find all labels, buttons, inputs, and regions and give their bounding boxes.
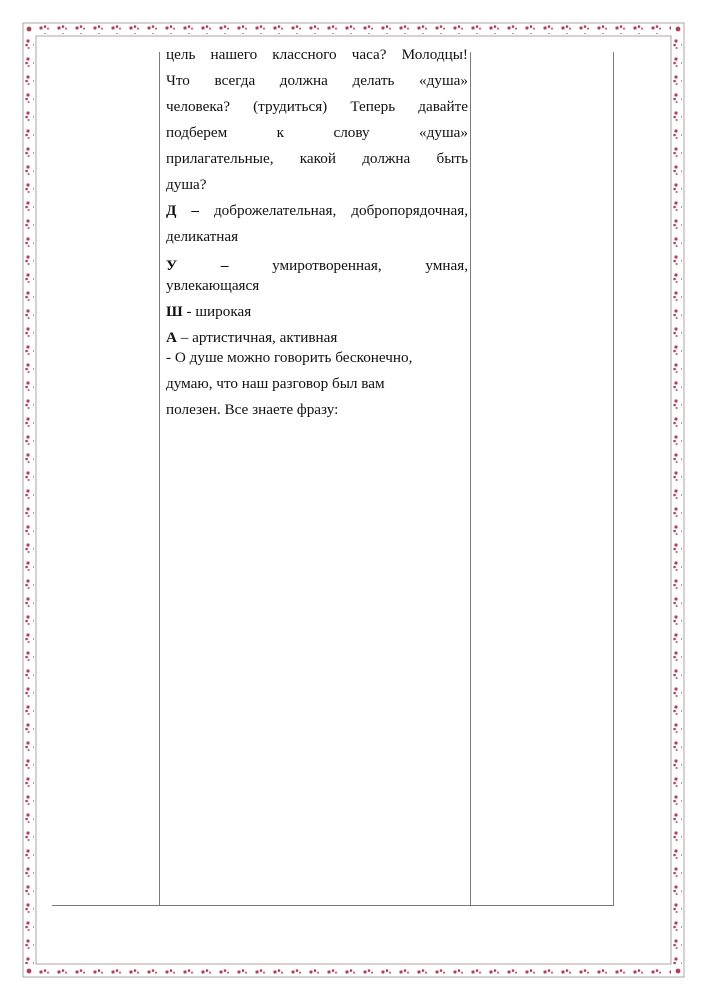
table-border-middle: [470, 52, 471, 906]
letter-a-words: – артистичная, активная: [180, 329, 338, 346]
table-border-bottom: [52, 905, 614, 906]
letter-u: У –: [166, 257, 229, 274]
letter-d: Д –: [166, 202, 199, 219]
letter-line-d-cont: деликатная: [166, 228, 239, 245]
text-line: человека? (трудиться) Теперь давайте: [166, 98, 468, 115]
letter-line-sh: [166, 302, 468, 328]
table-cell-text: [166, 45, 468, 426]
table-border-right: [613, 52, 614, 906]
text-line: душа?: [166, 176, 207, 193]
letter-sh: Ш: [166, 303, 183, 320]
letter-line-u-cont: увлекающаяся: [166, 277, 260, 294]
letter-sh-words: - широкая: [186, 303, 252, 320]
closing-line: думаю, что наш разговор был вам: [166, 375, 385, 392]
letter-line-a: [166, 328, 468, 348]
text-line: цель нашего классного часа? Молодцы!: [166, 46, 468, 63]
letter-a: А: [166, 329, 177, 346]
text-line: прилагательные, какой должна быть: [166, 150, 468, 167]
closing-line: - О душе можно говорить бесконечно,: [166, 349, 413, 366]
text-line: подберем к слову «душа»: [166, 124, 468, 141]
closing-line: полезен. Все знаете фразу:: [166, 401, 339, 418]
letter-d-words: доброжелательная, добропорядочная,: [213, 202, 469, 219]
letter-line-d: [166, 201, 468, 227]
letter-u-words: умиротворенная, умная,: [272, 257, 468, 274]
table-border-left: [159, 52, 160, 906]
text-line: Что всегда должна делать «душа»: [166, 72, 468, 89]
letter-line-u: [166, 256, 468, 276]
